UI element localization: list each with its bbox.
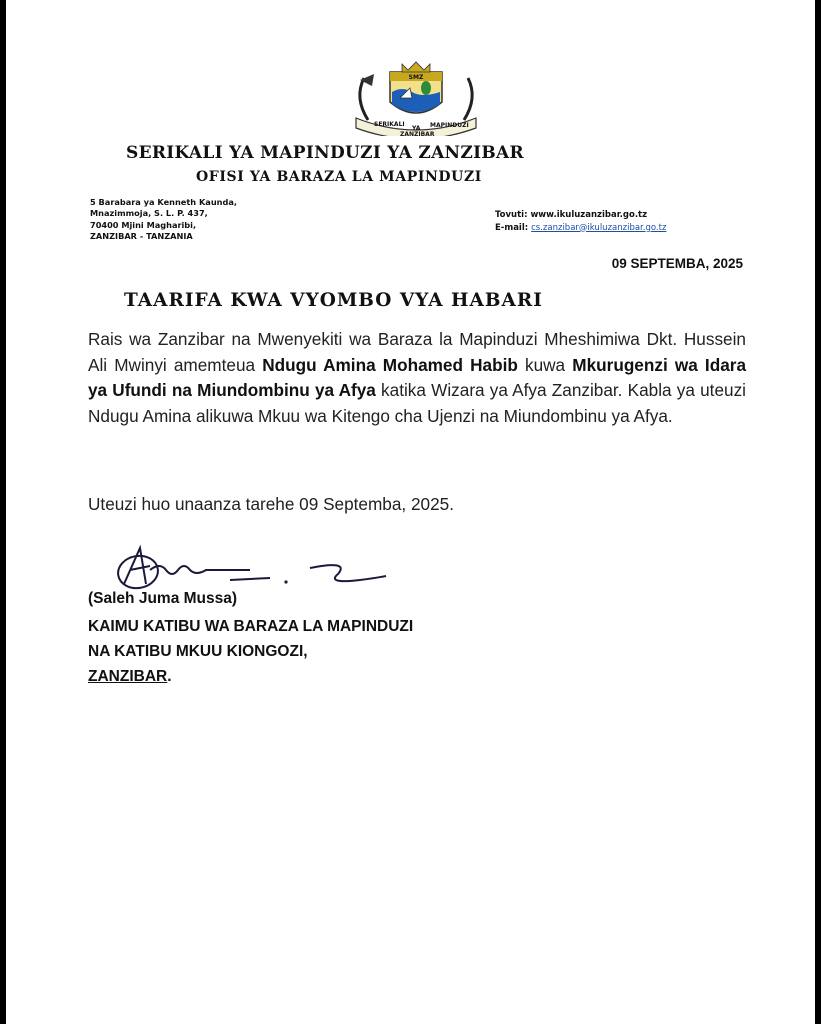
address-line: ZANZIBAR - TANZANIA xyxy=(90,230,193,241)
email-row xyxy=(495,222,666,235)
signatory-title-line: NA KATIBU MKUU KIONGOZI, xyxy=(88,643,308,660)
document-date: 09 SEPTEMBA, 2025 xyxy=(611,256,743,271)
signatory-location-suffix: . xyxy=(167,668,172,685)
svg-text:SERIKALI: SERIKALI xyxy=(374,121,405,128)
signatory-location-row xyxy=(88,664,413,689)
website-label: Tovuti: xyxy=(495,210,528,220)
address-line: Mnazimmoja, S. L. P. 437, xyxy=(90,208,208,219)
announcement-paragraph xyxy=(88,327,746,429)
email-link[interactable]: cs.zanzibar@ikuluzanzibar.go.tz xyxy=(531,222,667,233)
body-text: katika Wizara ya Afya Zanzibar. Kabla ya uteuzi Ndugu Amina alikuwa Mkuu wa Kitengo cha Ujenzi na Miundombinu ya Afya. xyxy=(88,380,746,426)
signatory-name: (Saleh Juma Mussa) xyxy=(88,590,238,607)
svg-text:MAPINDUZI: MAPINDUZI xyxy=(430,122,469,129)
press-release-title: TAARIFA KWA VYOMBO VYA HABARI xyxy=(124,290,543,311)
website-row xyxy=(495,209,666,222)
email-label: E-mail: xyxy=(495,222,529,233)
signatory-title-block xyxy=(88,614,413,689)
svg-text:ZANZIBAR: ZANZIBAR xyxy=(400,131,435,136)
contact-block xyxy=(495,209,666,234)
signatory-location: ZANZIBAR xyxy=(88,668,168,685)
zanzibar-coat-of-arms-emblem xyxy=(350,58,482,136)
address-line: 5 Barabara ya Kenneth Kaunda, xyxy=(90,197,237,207)
address-line: 70400 Mjini Magharibi, xyxy=(90,219,197,230)
document-page xyxy=(6,0,815,1024)
government-heading: SERIKALI YA MAPINDUZI YA ZANZIBAR xyxy=(126,143,524,163)
signatory-title-line: KAIMU KATIBU WA BARAZA LA MAPINDUZI xyxy=(88,618,414,635)
appointed-position: Mkurugenzi wa Idara ya Ufundi na Miundombinu ya Afya xyxy=(88,354,746,400)
body-text: kuwa xyxy=(517,354,573,375)
svg-text:SMZ: SMZ xyxy=(408,74,424,81)
appointee-name: Ndugu Amina Mohamed Habib xyxy=(262,354,518,375)
body-text: Rais wa Zanzibar na Mwenyekiti wa Baraza la Mapinduzi Mheshimiwa Dkt. Hussein Ali Mwinyi amemteua xyxy=(88,329,746,375)
svg-text:YA: YA xyxy=(412,125,421,132)
postal-address xyxy=(90,197,237,242)
office-heading: OFISI YA BARAZA LA MAPINDUZI xyxy=(196,169,482,185)
effective-date-paragraph: Uteuzi huo unaanza tarehe 09 Septemba, 2025. xyxy=(88,494,454,514)
website-value: www.ikuluzanzibar.go.tz xyxy=(530,210,648,220)
